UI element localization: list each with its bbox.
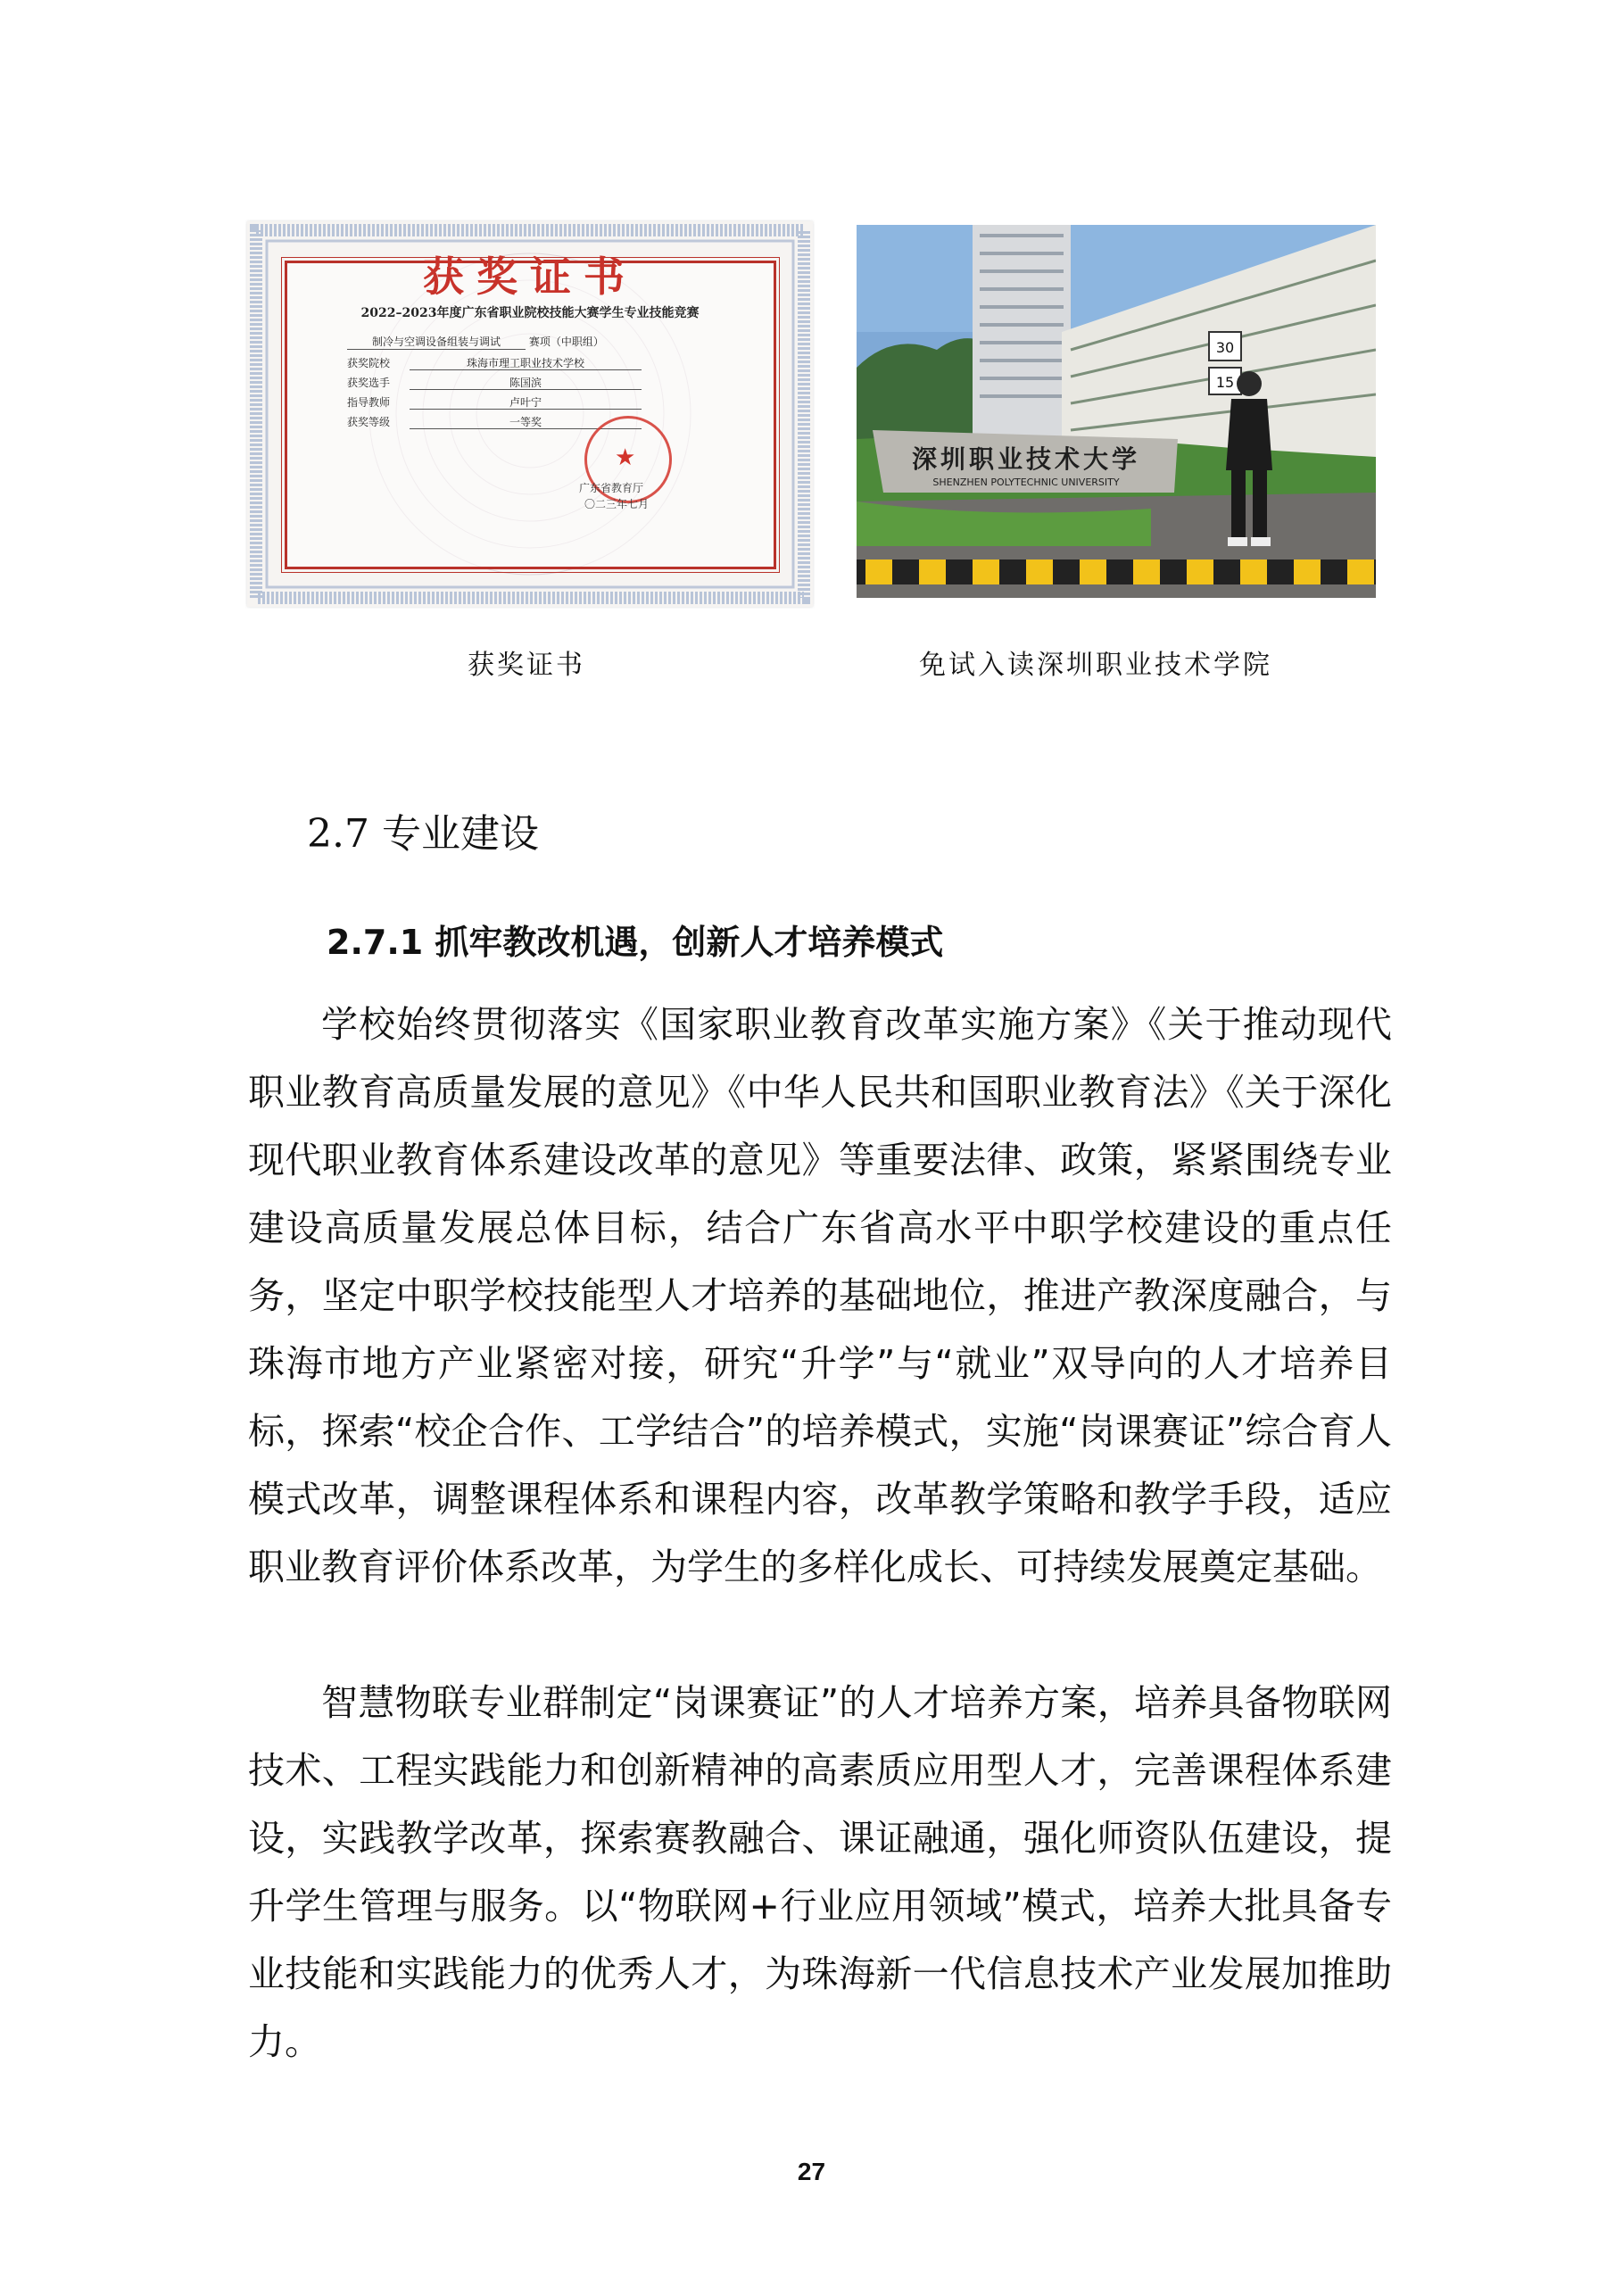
certificate-row-value: 陈国滨 — [410, 375, 642, 390]
page-number: 27 — [797, 2158, 826, 2185]
certificate-event-name: 制冷与空调设备组装与调试 — [347, 334, 526, 350]
certificate-event-suffix: 赛项（中职组） — [528, 336, 604, 348]
certificate-row-label: 指导教师 — [347, 396, 391, 409]
award-certificate-image — [247, 221, 813, 607]
certificate-row — [347, 375, 642, 390]
certificate-date: 〇二三年七月 — [584, 498, 650, 510]
speed-sign-15: 15 — [1215, 374, 1235, 391]
subsection-heading: 2.7.1 抓牢教改机遇，创新人才培养模式 — [327, 923, 944, 962]
certificate-issuer: 广东省教育厅 — [579, 482, 644, 494]
certificate-title: 获奖证书 — [423, 253, 637, 301]
campus-sign-chinese: 深圳职业技术大学 — [911, 444, 1141, 474]
speed-sign-30: 30 — [1215, 339, 1235, 356]
seal-star-icon: ★ — [615, 444, 636, 471]
certificate-row — [347, 355, 642, 370]
certificate-row-value: 一等奖 — [410, 414, 642, 429]
certificate-row-label: 获奖院校 — [347, 357, 391, 369]
certificate-row-value: 卢叶宁 — [410, 394, 642, 410]
caption-certificate: 获奖证书 — [468, 650, 585, 681]
certificate-row-value: 珠海市理工职业技术学校 — [410, 355, 642, 370]
certificate-subtitle: 2022–2023年度广东省职业院校技能大赛学生专业技能竞赛 — [360, 306, 700, 320]
section-heading: 2.7 专业建设 — [307, 811, 539, 857]
certificate-event — [347, 334, 633, 350]
body-paragraph: 学校始终贯彻落实《国家职业教育改革实施方案》《关于推动现代职业教育高质量发展的意见》《中华人民共和国职业教育法》《关于深化现代职业教育体系建设改革的意见》等重要法律、政策，紧紧围绕专业建设高质量发展总体目标，结合广东省高水平中职学校建设的重点任务，坚定中职学校技能型人才培养的基础地位，推进产教深度融合，与珠海市地方产业紧密对接，研究“升学”与“就业”双导向的人才培养目标，探索“校企合作、工学结合”的培养模式，实施“岗课赛证”综合育人模式改革，调整课程体系和课程内容，改革教学策略和教学手段，适应职业教育评价体系改革，为学生的多样化成长、可持续发展奠定基础。 — [248, 1003, 1392, 1588]
caption-photo: 免试入读深圳职业技术学院 — [919, 650, 1272, 681]
body-paragraph: 智慧物联专业群制定“岗课赛证”的人才培养方案，培养具备物联网技术、工程实践能力和创新精神的高素质应用型人才，完善课程体系建设，实践教学改革，探索赛教融合、课证融通，强化师资队伍建设，提升学生管理与服务。以“物联网+行业应用领域”模式，培养大批具备专业技能和实践能力的优秀人才，为珠海新一代信息技术产业发展加推助力。 — [248, 1681, 1392, 2063]
university-campus-photo — [857, 225, 1376, 598]
campus-sign-english: SHENZHEN POLYTECHNIC UNIVERSITY — [932, 477, 1120, 488]
campus-scene-illustration — [857, 225, 1376, 598]
certificate-row-label: 获奖等级 — [347, 416, 391, 428]
certificate-row — [347, 394, 642, 410]
certificate-row-label: 获奖选手 — [347, 377, 391, 389]
